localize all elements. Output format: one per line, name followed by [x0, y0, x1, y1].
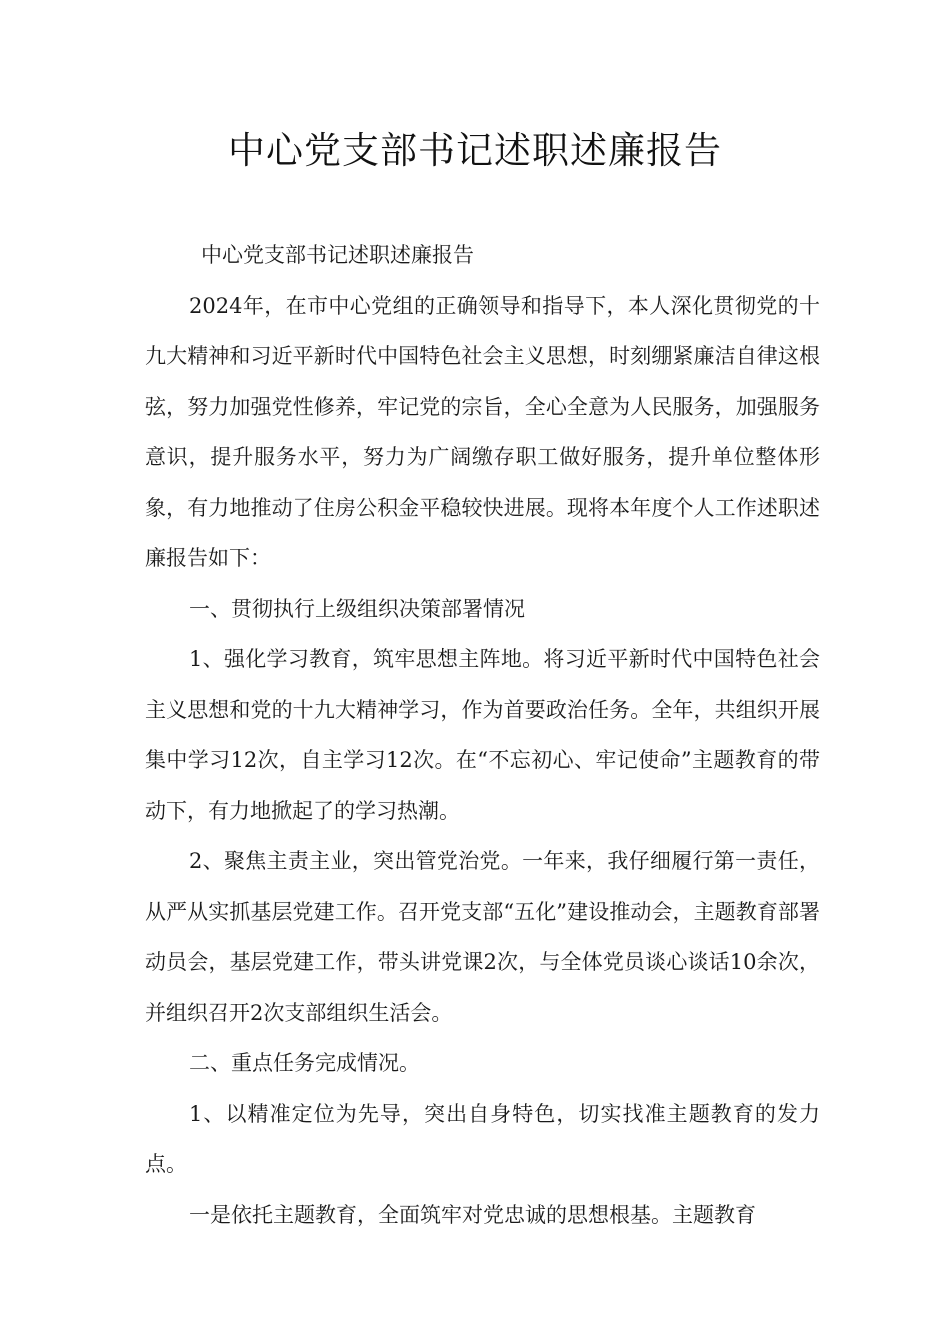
body-subtitle: 中心党支部书记述职述廉报告 — [201, 243, 474, 267]
body-paragraph-2-1: 1、以精准定位为先导，突出自身特色，切实找准主题教育的发力点。 — [145, 1101, 820, 1176]
body-paragraph-1-2: 2、聚焦主责主业，突出管党治党。一年来，我仔细履行第一责任，从严从实抓基层党建工作。召开党支部“五化”建设推动会，主题教育部署动员会，基层党建工作，带头讲党课2次，与全体党员谈心谈话10余次，并组织召开2次支部组织生活会。 — [145, 849, 820, 1025]
body-paragraph-intro: 2024年，在市中心党组的正确领导和指导下，本人深化贯彻党的十九大精神和习近平新时代中国特色社会主义思想，时刻绷紧廉洁自律这根弦，努力加强党性修养，牢记党的宗旨，全心全意为人民服务，加强服务意识，提升服务水平，努力为广阔缴存职工做好服务，提升单位整体形象，有力地推动了住房公积金平稳较快进展。现将本年度个人工作述职述廉报告如下： — [145, 293, 820, 570]
document-body — [145, 230, 820, 1240]
section-heading-2: 二、重点任务完成情况。 — [189, 1051, 420, 1075]
body-paragraph-1-1: 1、强化学习教育，筑牢思想主阵地。将习近平新时代中国特色社会主义思想和党的十九大精神学习，作为首要政治任务。全年，共组织开展集中学习12次，自主学习12次。在“不忘初心、牢记使命”主题教育的带动下，有力地掀起了的学习热潮。 — [145, 647, 820, 823]
section-heading-1: 一、贯彻执行上级组织决策部署情况 — [189, 596, 525, 621]
document-title: 中心党支部书记述职述廉报告 — [228, 129, 722, 172]
body-paragraph-2-1-a: 一是依托主题教育，全面筑牢对党忠诚的思想根基。主题教育 — [189, 1202, 756, 1227]
